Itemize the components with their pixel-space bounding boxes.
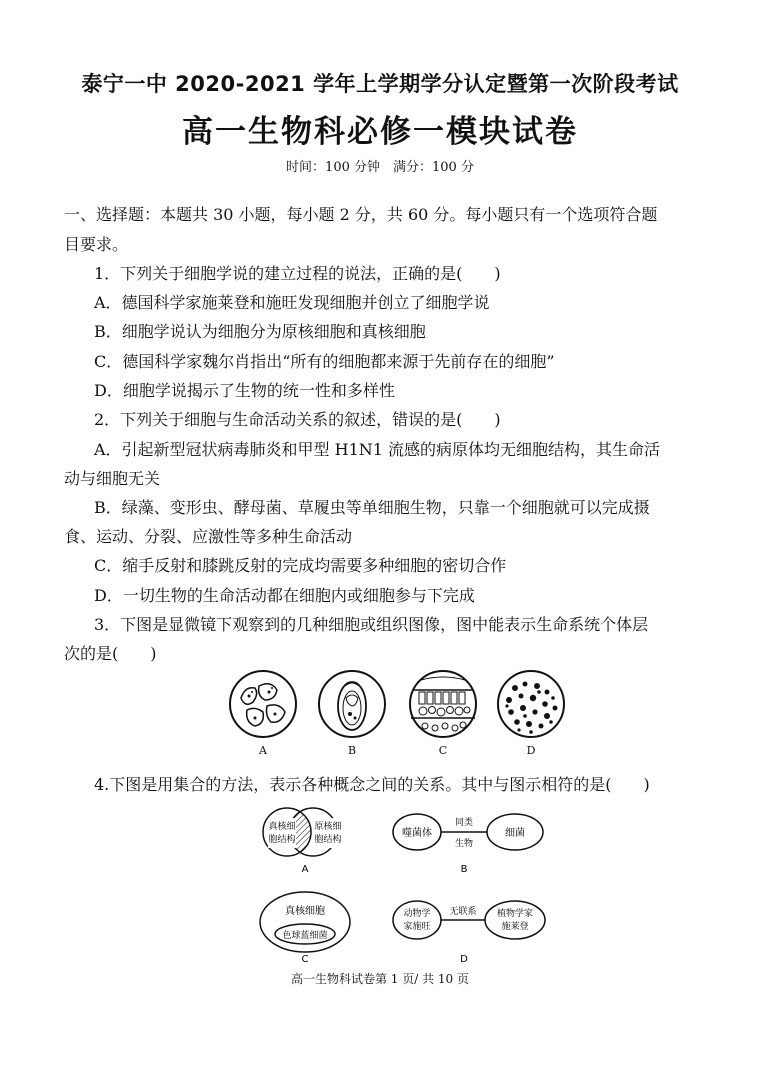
q4-diagram-a xyxy=(263,808,342,875)
q4-a-label: A xyxy=(301,864,309,875)
q4-d-mid: 无联系 xyxy=(449,907,477,917)
q4-b-label: B xyxy=(460,864,468,875)
q1-option-b: B．细胞学说认为细胞分为原核细胞和真核细胞 xyxy=(94,322,426,341)
q4-c-inner: 色球蓝细菌 xyxy=(282,931,328,941)
micrograph-b-icon xyxy=(319,671,385,737)
q4-diagram-c xyxy=(260,892,350,965)
q2-stem: 2．下列关于细胞与生命活动关系的叙述，错误的是( ) xyxy=(94,410,501,429)
q4-d-left-line2: 家施旺 xyxy=(403,922,431,932)
q3-stem-line1: 3．下图是显微镜下观察到的几种细胞或组织图像，图中能表示生命系统个体层 xyxy=(94,615,649,634)
q4-stem: 4.下图是用集合的方法，表示各种概念之间的关系。其中与图示相符的是( ) xyxy=(94,775,650,794)
q2-option-b-line1: B．绿藻、变形虫、酵母菌、草履虫等单细胞生物，只靠一个细胞就可以完成摄 xyxy=(94,498,650,517)
q4-a-left-line2: 胞结构 xyxy=(268,835,296,845)
q2-option-b-line2: 食、运动、分裂、应激性等多种生命活动 xyxy=(64,527,353,546)
q3-label-d: D xyxy=(526,744,536,757)
q1-option-d: D．细胞学说揭示了生物的统一性和多样性 xyxy=(94,381,395,400)
q2-option-c: C．缩手反射和膝跳反射的完成均需要多种细胞的密切合作 xyxy=(94,556,507,575)
micrograph-d-icon xyxy=(498,671,564,737)
page-footer: 高一生物科试卷第 1 页/ 共 10 页 xyxy=(290,972,470,986)
q4-d-label: D xyxy=(460,954,468,965)
q4-b-mid-line2: 生物 xyxy=(454,839,474,849)
q4-b-right: 细菌 xyxy=(505,828,525,839)
q3-stem-line2: 次的是( ) xyxy=(64,644,157,663)
q2-option-a-line2: 动与细胞无关 xyxy=(64,469,161,488)
micrograph-c-icon xyxy=(410,671,476,737)
micrograph-a-icon xyxy=(230,671,296,737)
q4-a-right-line2: 胞结构 xyxy=(314,835,342,845)
q4-a-left-line1: 真核细 xyxy=(268,822,296,832)
q4-diagram-d xyxy=(393,901,545,965)
q1-option-a: A．德国科学家施莱登和施旺发现细胞并创立了细胞学说 xyxy=(94,293,490,312)
q4-d-right-line1: 植物学家 xyxy=(496,909,534,919)
q4-d-left-line1: 动物学 xyxy=(403,909,431,919)
q4-d-right-line2: 施莱登 xyxy=(501,922,529,932)
q4-b-mid-line1: 同类 xyxy=(454,818,474,828)
exam-title: 泰宁一中 2020-2021 学年上学期学分认定暨第一次阶段考试 xyxy=(81,72,679,96)
q3-micrograph-figure xyxy=(225,668,570,740)
q4-diagram-b xyxy=(393,814,543,875)
q2-option-a-line1: A．引起新型冠状病毒肺炎和甲型 H1N1 流感的病原体均无细胞结构，其生命活 xyxy=(94,440,661,459)
q4-a-right-line1: 原核细 xyxy=(314,822,342,832)
q2-option-d: D．一切生物的生命活动都在细胞内或细胞参与下完成 xyxy=(94,586,475,605)
exam-meta: 时间：100 分钟 满分：100 分 xyxy=(286,160,474,175)
section-heading-line2: 目要求。 xyxy=(64,235,129,254)
q4-c-label: C xyxy=(301,954,309,965)
q3-label-b: B xyxy=(347,744,357,757)
q3-label-c: C xyxy=(438,744,448,757)
q1-option-c: C．德国科学家魏尔肖指出“所有的细胞都来源于先前存在的细胞” xyxy=(94,352,555,371)
q4-b-left: 噬菌体 xyxy=(402,828,432,839)
q4-set-diagrams xyxy=(255,806,555,966)
q1-stem: 1．下列关于细胞学说的建立过程的说法，正确的是( ) xyxy=(94,264,501,283)
q3-label-a: A xyxy=(259,744,267,757)
exam-subtitle: 高一生物科必修一模块试卷 xyxy=(182,114,578,150)
q4-c-outer: 真核细胞 xyxy=(285,906,325,917)
section-heading-line1: 一、选择题：本题共 30 小题，每小题 2 分，共 60 分。每小题只有一个选项符合题 xyxy=(64,205,658,224)
